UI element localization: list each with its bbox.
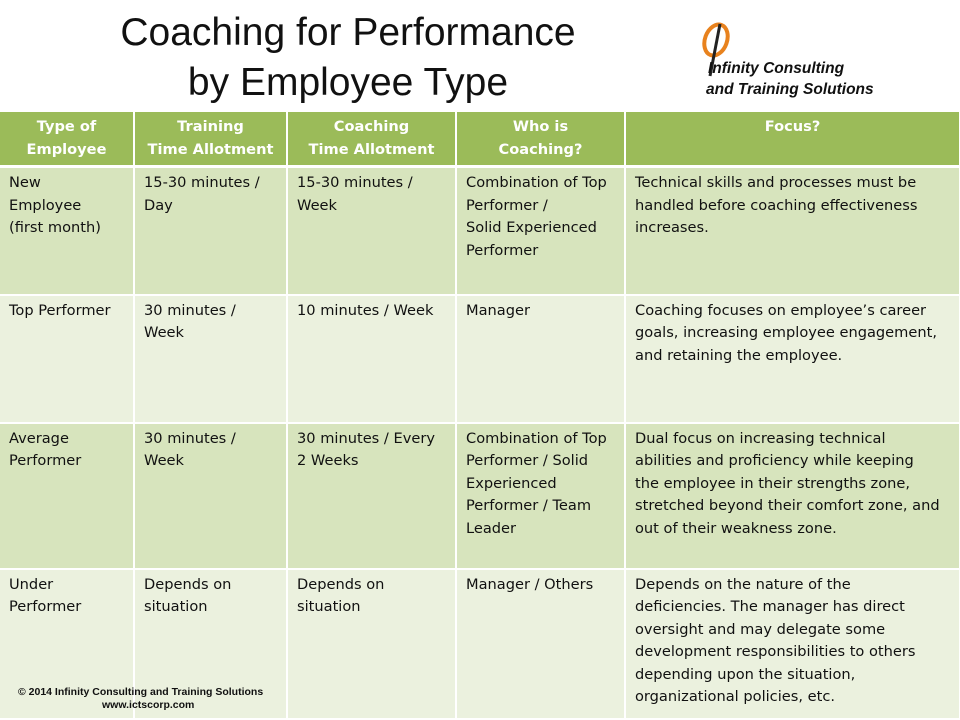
cell-line: Day (144, 196, 173, 214)
table-row (0, 423, 960, 569)
footer (18, 686, 263, 712)
cell-line: Combination of Top (466, 174, 607, 191)
cell-line: out of their weakness zone. (635, 519, 837, 537)
header-line: Training (177, 118, 244, 135)
table-row (0, 167, 960, 295)
header-training-time (134, 112, 287, 167)
cell-line: Week (144, 452, 184, 469)
title-line-2: by Employee Type (187, 61, 509, 104)
cell-line: 30 minutes / (144, 429, 236, 447)
cell-line: 2 Weeks (297, 452, 359, 469)
cell-line: oversight and may delegate some (635, 620, 886, 638)
header-line: Coaching? (498, 140, 583, 158)
cell-line: 30 minutes / (144, 301, 236, 319)
cell-line: 15-30 minutes / (297, 174, 413, 191)
table-cell (287, 167, 456, 295)
cell-line: 15-30 minutes / (144, 174, 260, 191)
table-cell (625, 295, 960, 423)
cell-line: Performer / Team (466, 497, 592, 514)
cell-line: Combination of Top (466, 429, 607, 447)
table-cell (0, 167, 134, 295)
cell-line: increases. (635, 219, 709, 236)
cell-line: goals, increasing employee engagement, (635, 324, 937, 341)
table-cell (456, 423, 625, 569)
table-cell (0, 295, 134, 423)
cell-line: Depends on (297, 575, 385, 593)
table-cell (456, 295, 625, 423)
header-line: Employee (26, 140, 107, 158)
cell-line: deficiencies. The manager has direct (635, 598, 905, 615)
table-row (0, 295, 960, 423)
website-url: www.ictscorp.com (102, 699, 195, 711)
cell-line: Dual focus on increasing technical (635, 429, 886, 447)
cell-line: and retaining the employee. (635, 346, 843, 364)
table-cell (456, 167, 625, 295)
logo-line-1: Infinity Consulting (708, 60, 845, 77)
table-cell (134, 295, 287, 423)
page-title (40, 8, 656, 108)
header-line: Who is (512, 118, 569, 135)
header-focus (625, 112, 960, 167)
header-line: Time Allotment (147, 140, 274, 158)
cell-line: situation (144, 598, 208, 615)
cell-line: Performer / Solid (466, 452, 589, 469)
cell-line: Depends on the nature of the (635, 575, 851, 593)
table-header-row (0, 112, 960, 167)
header-coaching-time (287, 112, 456, 167)
table-cell (0, 423, 134, 569)
cell-line: abilities and proficiency while keeping (635, 452, 914, 469)
cell-line: Coaching focuses on employee’s career (635, 301, 927, 319)
cell-line: stretched beyond their comfort zone, and (635, 497, 940, 514)
cell-line: New (9, 174, 41, 191)
table-cell (287, 423, 456, 569)
cell-line: Depends on (144, 575, 232, 593)
cell-line: Performer / (466, 196, 548, 214)
cell-line: 30 minutes / Every (297, 429, 435, 447)
cell-line: the employee in their strengths zone, (635, 474, 911, 492)
cell-line: Week (144, 324, 184, 341)
title-line-1: Coaching for Performance (120, 11, 576, 54)
header-line: Type of (36, 118, 97, 135)
cell-line: Week (297, 196, 337, 214)
coaching-table (0, 112, 960, 720)
copyright-text: © 2014 Infinity Consulting and Training Solutions (18, 686, 264, 698)
table-cell (625, 569, 960, 719)
cell-line: 10 minutes / Week (297, 301, 434, 319)
cell-line: Experienced (466, 474, 557, 492)
table-cell (287, 295, 456, 423)
header-line: Time Allotment (308, 140, 435, 158)
cell-line: Average (9, 429, 69, 447)
cell-line: Employee (9, 196, 82, 214)
table-cell (625, 423, 960, 569)
cell-line: Under (9, 575, 54, 593)
table-cell (134, 423, 287, 569)
header-line: Coaching (333, 118, 410, 135)
cell-line: Leader (466, 519, 517, 537)
header-type-of-employee (0, 112, 134, 167)
company-logo (690, 22, 950, 102)
cell-line: situation (297, 598, 361, 615)
cell-line: development responsibilities to others (635, 643, 916, 660)
cell-line: Performer (9, 598, 82, 615)
cell-line: Top Performer (9, 301, 111, 319)
cell-line: organizational policies, etc. (635, 688, 835, 705)
cell-line: (first month) (9, 219, 101, 236)
table-cell (625, 167, 960, 295)
table-cell (134, 167, 287, 295)
header-who-is-coaching (456, 112, 625, 167)
cell-line: Manager (466, 301, 530, 319)
cell-line: Performer (9, 452, 82, 469)
cell-line: depending upon the situation, (635, 665, 856, 683)
cell-line: Technical skills and processes must be (635, 174, 917, 191)
table-cell (456, 569, 625, 719)
table-cell (287, 569, 456, 719)
header-line: Focus? (764, 118, 821, 135)
logo-line-2: and Training Solutions (706, 81, 874, 98)
cell-line: Manager / Others (466, 575, 594, 593)
cell-line: handled before coaching effectiveness (635, 196, 918, 214)
cell-line: Solid Experienced (466, 219, 597, 236)
cell-line: Performer (466, 241, 539, 259)
